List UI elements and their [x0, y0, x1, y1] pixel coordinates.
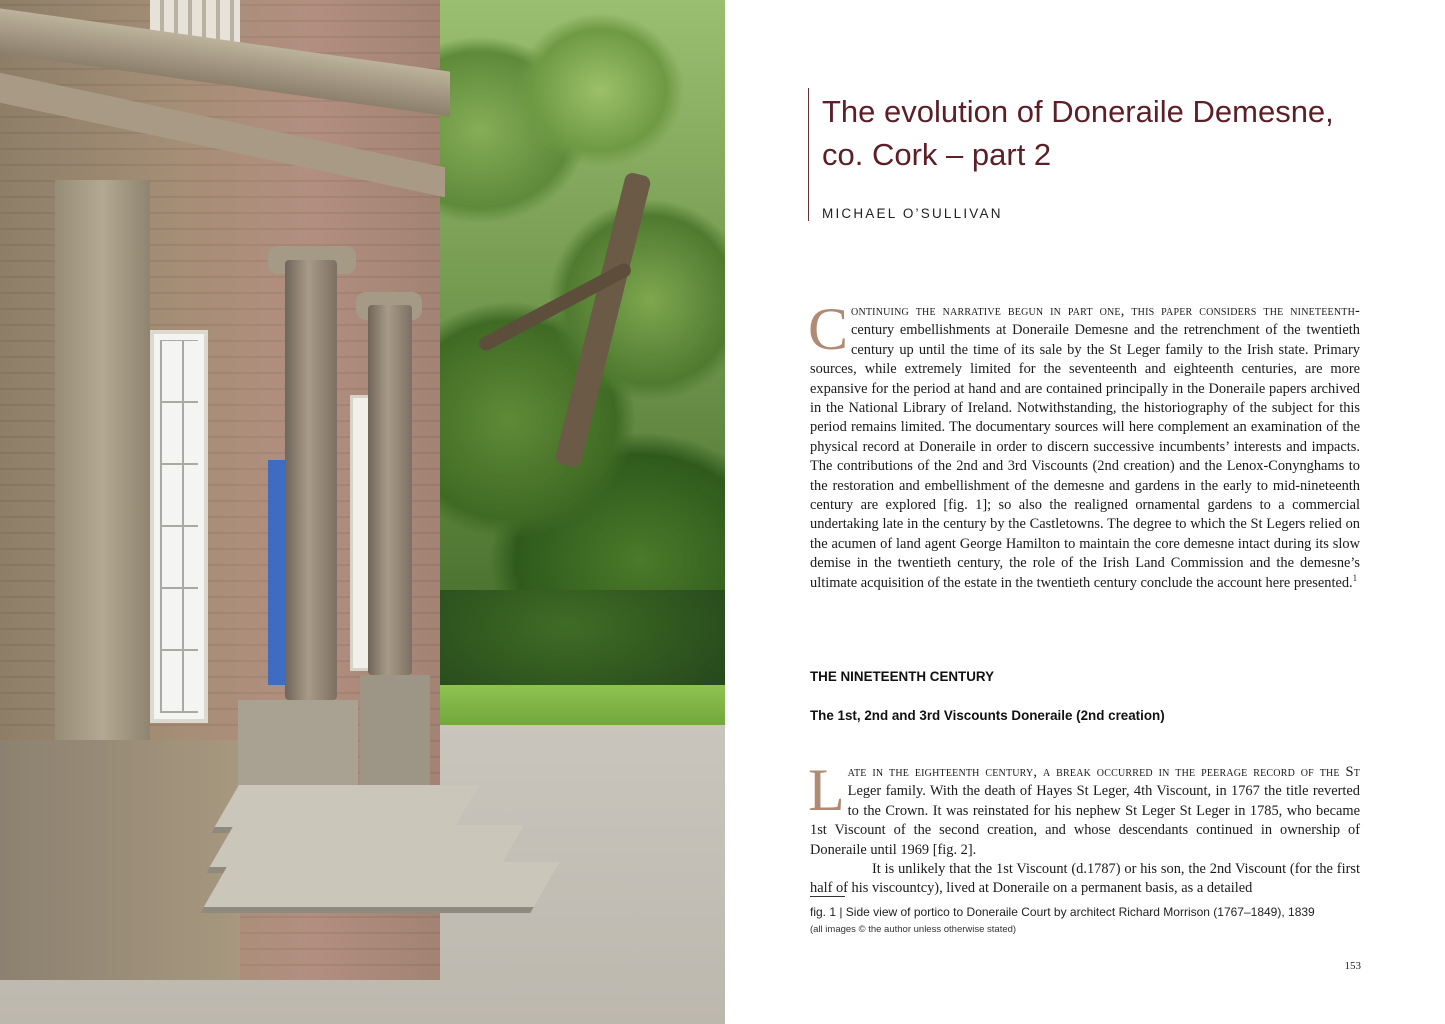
title-line-1: The evolution of Doneraile Demesne, — [822, 94, 1334, 129]
drop-cap: L — [808, 757, 845, 823]
stone-step — [200, 862, 559, 913]
article-page — [725, 0, 1445, 1024]
portico-column — [368, 305, 412, 675]
continuation-paragraph: It is unlikely that the 1st Viscount (d.1787) or his son, the 2nd Viscount (for the first half of his viscountcy), lived at Doneraile on a permanent basis, as a detailed — [810, 861, 1360, 897]
intro-body: century embellishments at Doneraile Demesne and the retrenchment of the twentieth century up until the time of its sale by the St Leger family to the Irish state. Primary sources, while extremely limited for the seventeenth and eighteenth centuries, are more expansive for the period at hand and are contained principally in the Doneraile papers archived in the National Library of Ireland. Notwithstanding, the historiography of the subject for this period remains limited. The documentary sources will here complement an examination of the physical record at Doneraile in order to discern successive incumbents’ interests and impacts. The contributions of the 2nd and 3rd Viscounts (2nd creation) and the Lenox-Conynghams to the restoration and embellishment of the demesne and gardens in the early to mid-nineteenth century are explored [fig. 1]; so also the realigned ornamental gardens to a commercial undertaking late in the century by the Castletowns. The degree to which the St Legers relied on the acumen of land agent George Hamilton to maintain the core demesne intact during its slow demise in the twentieth century, the role of the Irish Land Commission and the demesne’s ultimate acquisition of the estate in the twentieth century conclude the account here presented. — [810, 322, 1360, 591]
page-number: 153 — [1344, 960, 1361, 972]
article-title — [822, 88, 1382, 176]
title-line-2: co. Cork – part 2 — [822, 137, 1052, 172]
figure-caption: fig. 1 | Side view of portico to Doneraile Court by architect Richard Morrison (1767–1849), 1839 — [810, 905, 1315, 919]
subsection-heading: The 1st, 2nd and 3rd Viscounts Doneraile (2nd creation) — [810, 708, 1165, 723]
portico-column — [285, 260, 337, 700]
section-body: Leger family. With the death of Hayes St Leger, 4th Viscount, in 1767 the title reverted to the Crown. It was reinstated for his nephew St Leger St Leger in 1785, who became 1st Viscount of the second creation, and whose descendants continued in ownership of Doneraile until 1969 [fig. 2]. — [810, 783, 1360, 858]
section-paragraph — [808, 757, 1360, 899]
drop-cap: C — [808, 296, 849, 362]
section-lead-in: ate in the eighteenth century, a break occurred in the peerage record of the St — [847, 764, 1360, 780]
image-credit: (all images © the author unless otherwise stated) — [810, 924, 1017, 935]
footnote-reference[interactable]: 1 — [1352, 572, 1358, 583]
footnote-divider — [810, 896, 845, 897]
title-block — [808, 88, 1382, 221]
intro-lead-in: ontinuing the narrative begun in part one, this paper considers the nineteenth- — [851, 303, 1360, 319]
intro-paragraph — [808, 296, 1360, 593]
sash-window — [150, 330, 208, 723]
section-heading: THE NINETEENTH CENTURY — [810, 669, 995, 684]
article-author: MICHAEL O’SULLIVAN — [822, 206, 1003, 221]
